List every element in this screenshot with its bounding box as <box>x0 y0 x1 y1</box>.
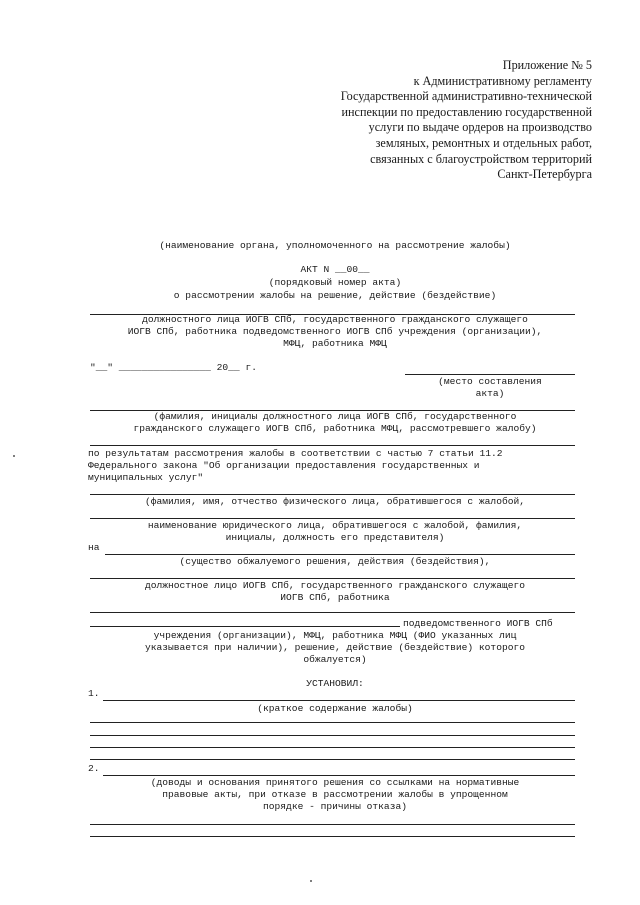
fio-official-caption: гражданского служащего ИОГВ СПб, работника МФЦ, рассмотревшего жалобу) <box>133 423 537 434</box>
appendix-line: Приложение № 5 <box>502 58 592 72</box>
results-line: Федерального закона "Об организации предоставления государственных и <box>88 460 480 471</box>
scan-speck <box>13 455 15 457</box>
fio-person-caption: (фамилия, имя, отчество физического лица, обратившегося с жалобой, <box>145 496 525 507</box>
appendix-header <box>300 58 592 183</box>
subordinate-fill-line <box>90 626 400 627</box>
act-subject: о рассмотрении жалобы на решение, действие (бездействие) <box>173 290 497 301</box>
official-line-2: ИОГВ СПб, работника <box>280 592 390 603</box>
appendix-line: услуги по выдаче ордеров на производство <box>368 120 592 135</box>
arguments-fill-line <box>103 775 575 776</box>
place-caption: акта) <box>475 388 505 399</box>
results-line: по результатам рассмотрения жалобы в соответствии с частью 7 статьи 11.2 <box>88 448 503 459</box>
official-line-2: должностное лицо ИОГВ СПб, государственного гражданского служащего <box>145 580 525 591</box>
summary-caption: (краткое содержание жалобы) <box>257 703 413 714</box>
act-number-caption: (порядковый номер акта) <box>268 277 402 288</box>
institution-line: обжалуется) <box>303 654 367 665</box>
organ-caption: (наименование органа, уполномоченного на рассмотрение жалобы) <box>159 240 511 251</box>
official-line: ИОГВ СПб, работника подведомственного ИОГВ СПб учреждения (организации), <box>127 326 543 337</box>
summary-line <box>90 735 575 736</box>
appendix-line: инспекции по предоставлению государственной <box>341 104 592 119</box>
arguments-caption: порядке - причины отказа) <box>263 801 407 812</box>
act-number: АКТ N __00__ <box>300 264 370 275</box>
appendix-line: связанных с благоустройством территорий <box>370 151 592 166</box>
official-line: МФЦ, работника МФЦ <box>283 338 387 349</box>
arguments-caption: (доводы и основания принятого решения со ссылками на нормативные <box>150 777 520 788</box>
place-fill-line <box>405 374 575 375</box>
decision-essence-caption: (существо обжалуемого решения, действия (бездействия), <box>179 556 491 567</box>
summary-line <box>90 759 575 760</box>
appendix-line: к Административному регламенту <box>413 73 592 88</box>
results-top-line <box>90 445 575 446</box>
place-caption: (место составления <box>438 376 542 387</box>
scan-speck <box>310 880 312 882</box>
appendix-line: Государственной административно-технической <box>340 89 592 104</box>
item-2-number: 2. <box>88 763 100 774</box>
decision-fill-line <box>105 554 575 555</box>
appendix-line: земляных, ремонтных и отдельных работ, <box>375 135 592 150</box>
summary-line <box>90 722 575 723</box>
arguments-caption: правовые акты, при отказе в рассмотрении жалобы в упрощенном <box>162 789 508 800</box>
act-date: "__" ________________ 20__ г. <box>90 362 257 373</box>
institution-line: учреждения (организации), МФЦ, работника МФЦ (ФИО указанных лиц <box>153 630 517 641</box>
arguments-line <box>90 836 575 837</box>
official-line: должностного лица ИОГВ СПб, государственного гражданского служащего <box>142 314 528 325</box>
summary-line <box>90 747 575 748</box>
fio-official-caption: (фамилия, инициалы должностного лица ИОГВ СПб, государственного <box>153 411 517 422</box>
legal-entity-fill-line <box>90 518 575 519</box>
subordinate-label: подведомственного ИОГВ СПб <box>403 618 553 629</box>
item-1-number: 1. <box>88 688 100 699</box>
fio-person-fill-line <box>90 494 575 495</box>
on-label: на <box>88 542 100 553</box>
arguments-line <box>90 824 575 825</box>
institution-line: указывается при наличии), решение, действие (бездействие) которого <box>145 642 525 653</box>
established-heading: УСТАНОВИЛ: <box>306 678 364 689</box>
summary-fill-line <box>103 700 575 701</box>
legal-entity-caption: наименование юридического лица, обратившегося с жалобой, фамилия, <box>147 520 523 531</box>
results-line: муниципальных услуг" <box>88 472 204 483</box>
appendix-line: Санкт-Петербурга <box>497 167 592 182</box>
worker-fill-line <box>90 612 575 613</box>
official-2-fill-line <box>90 578 575 579</box>
legal-entity-caption: инициалы, должность его представителя) <box>225 532 445 543</box>
